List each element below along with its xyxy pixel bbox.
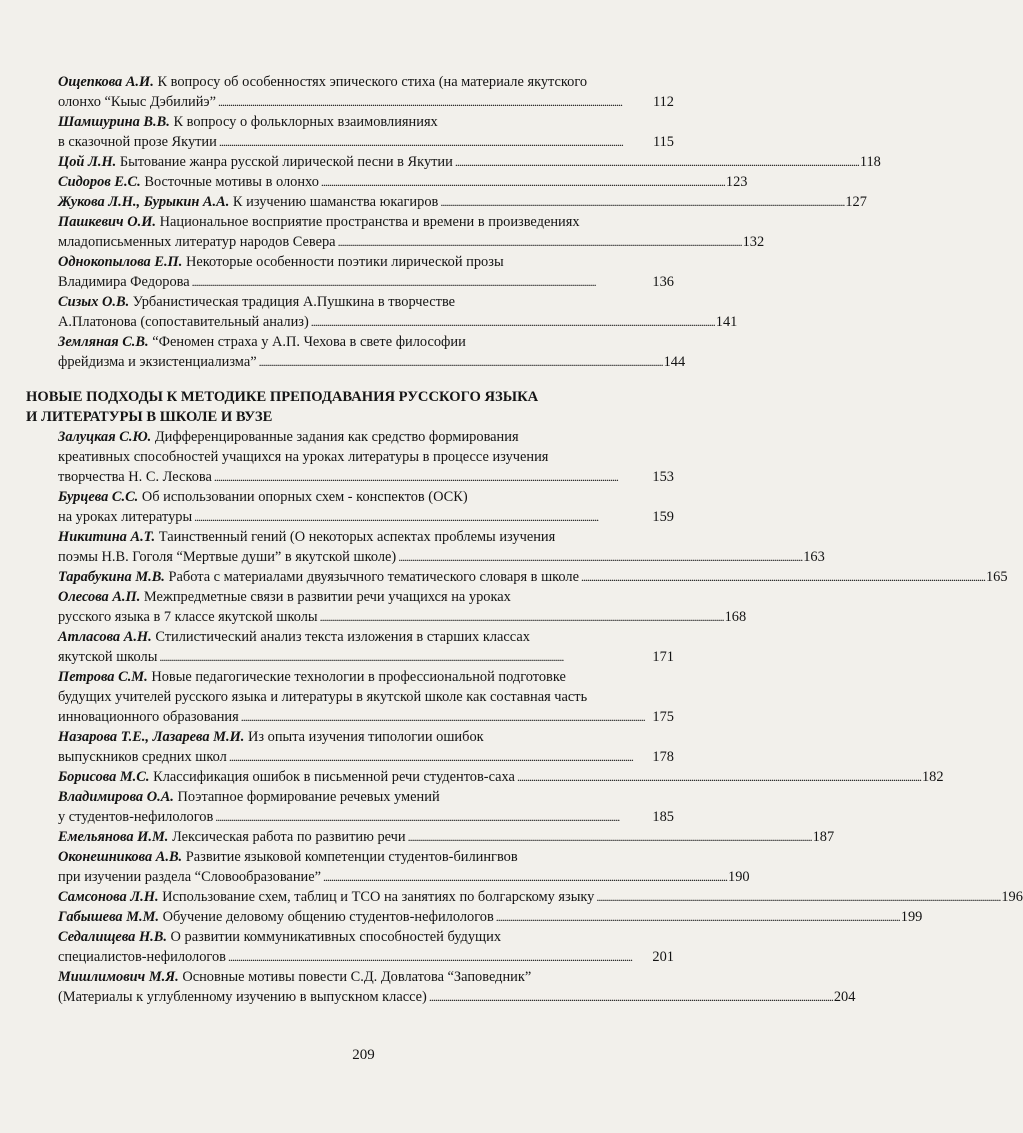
toc-entry-line: [58, 427, 674, 447]
toc-entry-line: [58, 352, 686, 372]
toc-entry: [26, 192, 867, 212]
toc-entry-author: Никитина А.Т.: [58, 529, 156, 545]
toc-entry-title: К вопросу о фольклорных взаимовлияниях: [173, 114, 438, 130]
toc-entry-title: Новые педагогические технологии в профессиональной подготовке: [151, 669, 566, 685]
toc-entry-page: 171: [652, 649, 674, 665]
section-heading: [26, 387, 674, 427]
toc-entry-line: [58, 927, 674, 947]
toc-entry-title: русского языка в 7 классе якутской школы: [58, 609, 318, 625]
toc-entry-page: 127: [845, 194, 867, 210]
toc-entry-line: [58, 667, 674, 687]
dot-leader: [214, 467, 651, 487]
toc-entry-line: [58, 212, 674, 232]
toc-entry: [26, 827, 835, 847]
toc-entry-title: Об использовании опорных схем - конспектов (ОСК): [141, 489, 468, 505]
toc-entry-title: Восточные мотивы в олонхо: [144, 174, 319, 190]
toc-entry-line: [58, 607, 747, 627]
table-of-contents: [26, 72, 1023, 1007]
toc-entry-line: [58, 152, 881, 172]
toc-entry-line: [58, 527, 674, 547]
toc-entry-author: Олесова А.П.: [58, 589, 141, 605]
toc-entry-title: младописьменных литератур народов Севера: [58, 234, 336, 250]
toc-entry: [26, 212, 765, 252]
dot-leader: [192, 272, 651, 292]
section-heading-line: И ЛИТЕРАТУРЫ В ШКОЛЕ И ВУЗЕ: [26, 409, 273, 425]
toc-entry: [26, 252, 674, 292]
toc-entry-line: [58, 587, 674, 607]
page-number: 209: [352, 1047, 375, 1063]
toc-entry-line: [58, 487, 674, 507]
toc-entry: [26, 847, 750, 887]
toc-entry-title: фрейдизма и экзистенциализма”: [58, 354, 257, 370]
toc-entry-author: Назарова Т.Е., Лазарева М.И.: [58, 729, 245, 745]
toc-entry-page: 178: [652, 749, 674, 765]
dot-leader: [440, 192, 843, 212]
toc-entry-title: К изучению шаманства юкагиров: [232, 194, 439, 210]
toc-entry: [26, 567, 1008, 587]
toc-entry-title: творчества Н. С. Лескова: [58, 469, 212, 485]
toc-entry-author: Оконешникова А.В.: [58, 849, 183, 865]
toc-entry-title: выпускников средних школ: [58, 749, 227, 765]
toc-entry: [26, 967, 856, 1007]
toc-entry-title: Работа с материалами двуязычного тематического словаря в школе: [168, 569, 579, 585]
toc-entry-line: [58, 547, 825, 567]
toc-entry-title: будущих учителей русского языка и литературы в якутской школе как составная часть: [58, 689, 588, 705]
toc-entry-line: [58, 112, 674, 132]
toc-entry-page: 165: [985, 569, 1008, 585]
section-heading-line: НОВЫЕ ПОДХОДЫ К МЕТОДИКЕ ПРЕПОДАВАНИЯ РУССКОГО ЯЗЫКА: [26, 389, 539, 405]
dot-leader: [321, 172, 724, 192]
toc-entry: [26, 787, 674, 827]
toc-entry-page: 168: [724, 609, 747, 625]
toc-entry-page: 199: [900, 909, 923, 925]
toc-entry-title: Из опыта изучения типологии ошибок: [247, 729, 484, 745]
toc-entry: [26, 767, 944, 787]
toc-entry-line: [58, 332, 674, 352]
toc-entry-title: в сказочной прозе Якутии: [58, 134, 217, 150]
toc-entry-title: Межпредметные связи в развитии речи учащихся на уроках: [143, 589, 511, 605]
toc-entry-line: [58, 467, 674, 487]
toc-entry: [26, 332, 686, 372]
toc-entry-line: [58, 887, 1023, 907]
toc-entry-title: Поэтапное формирование речевых умений: [177, 789, 440, 805]
toc-entry-line: [58, 707, 674, 727]
toc-entry-page: 196: [1001, 889, 1023, 905]
toc-entry: [26, 907, 923, 927]
toc-entry: [26, 727, 674, 767]
toc-entry: [26, 887, 1023, 907]
dot-leader: [215, 807, 650, 827]
toc-entry: [26, 72, 674, 112]
toc-entry-line: [58, 987, 856, 1007]
toc-entry-page: 144: [663, 354, 686, 370]
dot-leader: [159, 647, 650, 667]
toc-entry-author: Габышева М.М.: [58, 909, 159, 925]
toc-entry-line: [58, 767, 944, 787]
toc-entry-line: [58, 447, 674, 467]
toc-entry-line: [58, 867, 750, 887]
toc-entry-line: [58, 567, 1008, 587]
toc-entry-author: Седалищева Н.В.: [58, 929, 167, 945]
toc-entry: [26, 527, 825, 567]
dot-leader: [455, 152, 858, 172]
toc-entry-author: Атласова А.Н.: [58, 629, 152, 645]
toc-entry-title: Некоторые особенности поэтики лирической прозы: [185, 254, 504, 270]
toc-entry-title: Урбанистическая традиция А.Пушкина в творчестве: [132, 294, 456, 310]
toc-section-literature: [26, 72, 881, 372]
dot-leader: [320, 607, 723, 627]
toc-entry-title: креативных способностей учащихся на уроках литературы в процессе изучения: [58, 449, 549, 465]
toc-entry-title: Стилистический анализ текста изложения в старших классах: [155, 629, 530, 645]
toc-entry-title: у студентов-нефилологов: [58, 809, 214, 825]
dot-leader: [259, 352, 662, 372]
toc-entry-page: 136: [652, 274, 674, 290]
dot-leader: [398, 547, 801, 567]
toc-entry-line: [58, 507, 674, 527]
toc-entry-author: Цой Л.Н.: [58, 154, 117, 170]
toc-entry-line: [58, 627, 674, 647]
toc-entry: [26, 927, 674, 967]
toc-entry-author: Жукова Л.Н., Бурыкин А.А.: [58, 194, 230, 210]
toc-entry-page: 153: [652, 469, 674, 485]
dot-leader: [323, 867, 726, 887]
toc-entry: [26, 172, 748, 192]
toc-entry-line: [58, 647, 674, 667]
toc-entry-title: Дифференцированные задания как средство формирования: [154, 429, 519, 445]
toc-entry-author: Самсонова Л.Н.: [58, 889, 159, 905]
dot-leader: [241, 707, 651, 727]
toc-entry: [26, 627, 674, 667]
toc-entry-line: [58, 847, 674, 867]
toc-entry-page: 112: [652, 94, 674, 110]
toc-entry: [26, 487, 674, 527]
toc-entry: [26, 587, 747, 627]
toc-entry-author: Ощепкова А.И.: [58, 74, 154, 90]
toc-entry-title: якутской школы: [58, 649, 158, 665]
toc-entry-author: Емельянова И.М.: [58, 829, 169, 845]
dot-leader: [429, 987, 832, 1007]
toc-entry-line: [58, 727, 674, 747]
toc-entry-title: К вопросу об особенностях эпического стиха (на материале якутского: [157, 74, 588, 90]
toc-entry-title: “Феномен страха у А.П. Чехова в свете философии: [152, 334, 466, 350]
dot-leader: [229, 747, 651, 767]
toc-entry-author: Сизых О.В.: [58, 294, 130, 310]
toc-entry-title: поэмы Н.В. Гоголя “Мертвые души” в якутской школе): [58, 549, 397, 565]
toc-entry-page: 132: [742, 234, 765, 250]
toc-entry-line: [58, 312, 738, 332]
toc-entry: [26, 112, 674, 152]
dot-leader: [517, 767, 920, 787]
toc-entry-title: Национальное восприятие пространства и времени в произведениях: [159, 214, 580, 230]
toc-entry-author: Сидоров Е.С.: [58, 174, 141, 190]
toc-entry-author: Пашкевич О.И.: [58, 214, 156, 230]
toc-entry-line: [58, 747, 674, 767]
toc-entry-author: Владимирова О.А.: [58, 789, 174, 805]
toc-entry-title: инновационного образования: [58, 709, 239, 725]
toc-entry-author: Тарабукина М.В.: [58, 569, 165, 585]
dot-leader: [311, 312, 714, 332]
toc-entry-title: Владимира Федорова: [58, 274, 190, 290]
toc-entry-line: [58, 827, 835, 847]
dot-leader: [338, 232, 741, 252]
toc-section-methodology: [26, 427, 1023, 1007]
toc-entry-title: Развитие языковой компетенции студентов-билингвов: [185, 849, 518, 865]
toc-entry-line: [58, 687, 674, 707]
toc-entry: [26, 667, 674, 727]
toc-entry-author: Земляная С.В.: [58, 334, 149, 350]
toc-entry-line: [58, 232, 765, 252]
toc-entry-page: 115: [652, 134, 674, 150]
dot-leader: [228, 947, 650, 967]
toc-entry-title: А.Платонова (сопоставительный анализ): [58, 314, 309, 330]
toc-entry-author: Однокопылова Е.П.: [58, 254, 183, 270]
toc-entry-line: [58, 907, 923, 927]
toc-entry-line: [58, 192, 867, 212]
toc-entry-line: [58, 807, 674, 827]
toc-entry-author: Мишлимович М.Я.: [58, 969, 179, 985]
toc-entry-title: Классификация ошибок в письменной речи студентов-саха: [153, 769, 515, 785]
toc-entry-title: Основные мотивы повести С.Д. Довлатова “Заповедник”: [182, 969, 532, 985]
toc-entry-line: [58, 92, 674, 112]
toc-entry-page: 118: [859, 154, 881, 170]
toc-entry-page: 141: [715, 314, 738, 330]
toc-entry-title: Таинственный гений (О некоторых аспектах проблемы изучения: [158, 529, 556, 545]
toc-entry-line: [58, 72, 674, 92]
toc-entry-page: 182: [921, 769, 944, 785]
toc-entry-title: (Материалы к углубленному изучению в выпускном классе): [58, 989, 427, 1005]
toc-entry-page: 163: [803, 549, 825, 565]
toc-entry-title: Использование схем, таблиц и ТСО на занятиях по болгарскому языку: [162, 889, 595, 905]
dot-leader: [219, 132, 651, 152]
toc-entry-line: [58, 132, 674, 152]
toc-entry-page: 187: [812, 829, 835, 845]
dot-leader: [218, 92, 651, 112]
dot-leader: [596, 887, 999, 907]
toc-entry-title: Обучение деловому общению студентов-нефилологов: [162, 909, 494, 925]
toc-entry-line: [58, 252, 674, 272]
toc-entry-line: [58, 947, 674, 967]
toc-entry-page: 185: [652, 809, 674, 825]
toc-entry-page: 159: [652, 509, 674, 525]
toc-entry-page: 175: [652, 709, 674, 725]
toc-entry-title: Лексическая работа по развитию речи: [171, 829, 406, 845]
toc-entry-page: 190: [728, 869, 750, 885]
toc-entry-title: О развитии коммуникативных способностей будущих: [170, 929, 502, 945]
toc-entry-author: Петрова С.М.: [58, 669, 148, 685]
dot-leader: [581, 567, 984, 587]
toc-entry-page: 204: [833, 989, 856, 1005]
toc-entry-line: [58, 787, 674, 807]
toc-entry-author: Залуцкая С.Ю.: [58, 429, 152, 445]
toc-entry-page: 201: [652, 949, 674, 965]
toc-entry-title: олонхо “Кыыс Дэбилийэ”: [58, 94, 216, 110]
toc-entry-author: Бурцева С.С.: [58, 489, 139, 505]
toc-entry-page: 123: [725, 174, 748, 190]
toc-entry-title: при изучении раздела “Словообразование”: [58, 869, 322, 885]
toc-entry-line: [58, 967, 674, 987]
toc-entry-line: [58, 272, 674, 292]
toc-entry-line: [58, 172, 748, 192]
toc-entry: [26, 152, 881, 172]
toc-entry-title: Бытование жанра русской лирической песни в Якутии: [119, 154, 453, 170]
dot-leader: [194, 507, 650, 527]
toc-entry: [26, 292, 738, 332]
toc-entry-line: [58, 292, 674, 312]
toc-entry-author: Шамшурина В.В.: [58, 114, 170, 130]
toc-entry-title: на уроках литературы: [58, 509, 193, 525]
toc-entry-title: специалистов-нефилологов: [58, 949, 226, 965]
dot-leader: [408, 827, 811, 847]
dot-leader: [496, 907, 899, 927]
toc-entry: [26, 427, 674, 487]
toc-entry-author: Борисова М.С.: [58, 769, 150, 785]
